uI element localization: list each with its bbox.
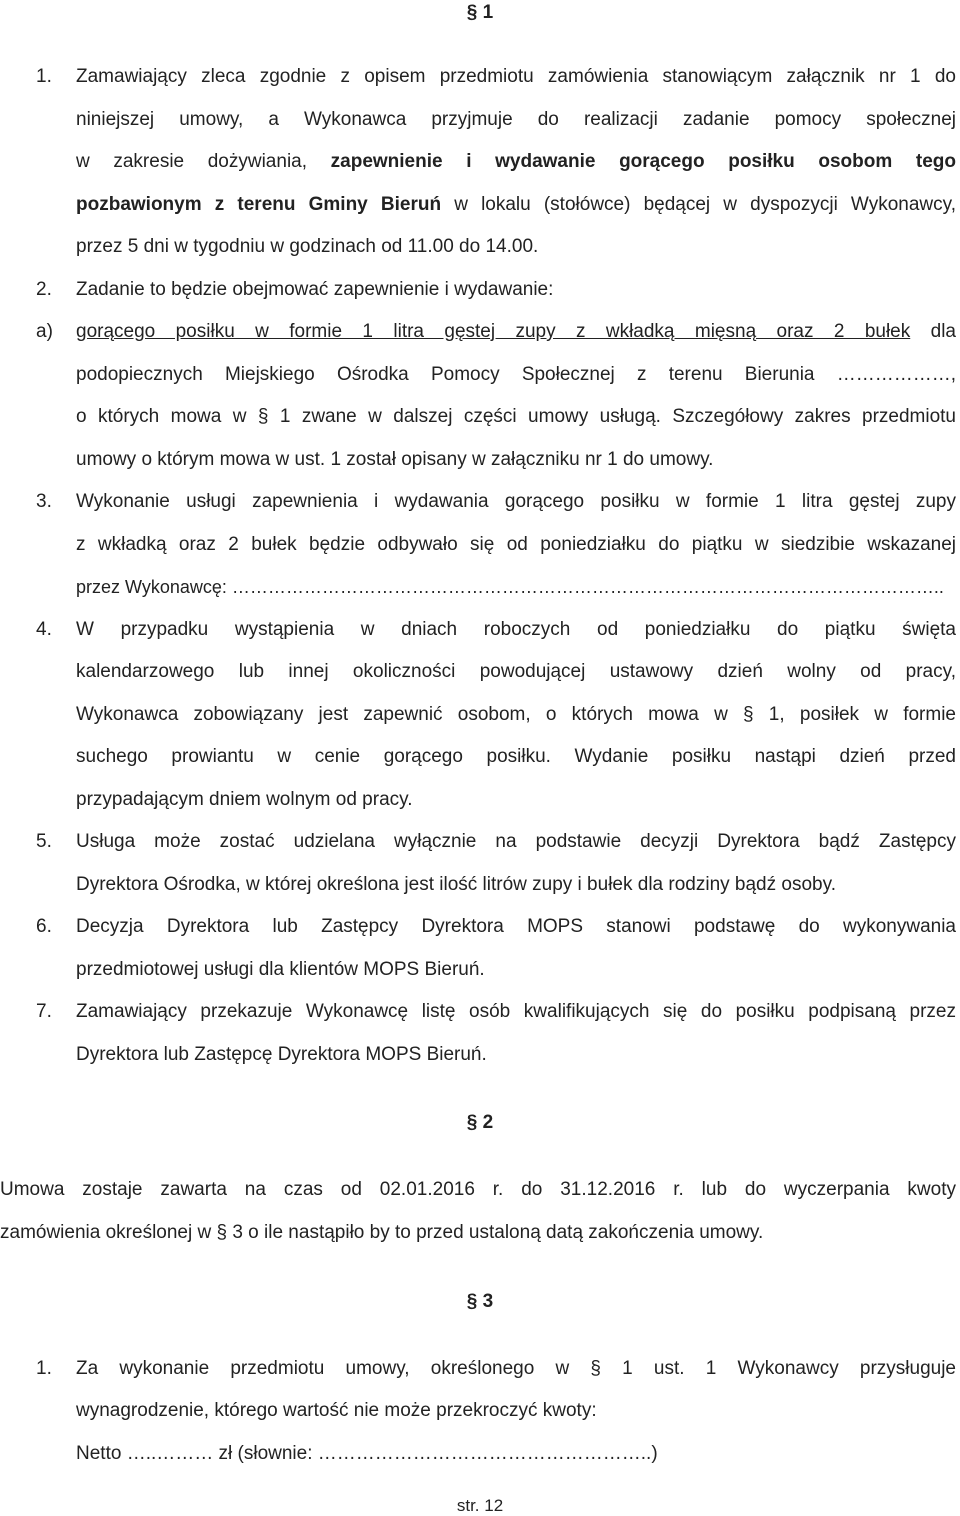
paragraph-line	[76, 319, 956, 345]
item-number: 1.	[36, 1358, 52, 1379]
paragraph-line: z wkładką oraz 2 bułek będzie odbywało się od poniedziałku do piątku w siedzibie wskazanej	[76, 534, 956, 555]
paragraph-line: podopiecznych Miejskiego Ośrodka Pomocy Społecznej z terenu Bierunia ………………,	[76, 364, 956, 385]
paragraph-line: Zamawiający przekazuje Wykonawcę listę osób kwalifikujących się do posiłku podpisaną przez	[76, 1001, 956, 1022]
paragraph-line: przez Wykonawcę: ………………………………………………………………………………………………………..	[76, 577, 944, 597]
paragraph-line: W przypadku wystąpienia w dniach roboczych od poniedziałku do piątku święta	[76, 619, 956, 640]
section-heading-3: § 3	[466, 1291, 494, 1312]
paragraph-line: zamówienia określonej w § 3 o ile nastąpiło by to przed ustaloną datą zakończenia umowy.	[0, 1222, 764, 1243]
paragraph-line: Usługa może zostać udzielana wyłącznie na podstawie decyzji Dyrektora bądź Zastępcy	[76, 831, 956, 852]
paragraph-line: wynagrodzenie, którego wartość nie może przekroczyć kwoty:	[76, 1400, 597, 1421]
paragraph-line: umowy o którym mowa w ust. 1 został opisany w załączniku nr 1 do umowy.	[76, 449, 714, 470]
item-number: 4.	[36, 619, 52, 640]
paragraph-line: Zamawiający zleca zgodnie z opisem przedmiotu zamówienia stanowiącym załącznik nr 1 do	[76, 66, 956, 87]
paragraph-line	[76, 192, 956, 218]
paragraph-line: Zadanie to będzie obejmować zapewnienie i wydawanie:	[76, 279, 554, 300]
item-letter: a)	[36, 321, 53, 342]
underlined-text-run: gorącego posiłku w formie 1 litra gęstej zupy z wkładką mięsną oraz 2 bułek	[76, 321, 911, 342]
item-number: 6.	[36, 916, 52, 937]
item-number: 5.	[36, 831, 52, 852]
paragraph-line: przedmiotowej usługi dla klientów MOPS Bieruń.	[76, 959, 485, 980]
section-heading-2: § 2	[466, 1112, 494, 1133]
paragraph-line: Netto …..……… zł (słownie: ……………………………………………..)	[76, 1443, 658, 1464]
text-run: w zakresie dożywiania,	[76, 151, 331, 172]
page-number: str. 12	[456, 1496, 504, 1515]
paragraph-line: Decyzja Dyrektora lub Zastępcy Dyrektora MOPS stanowi podstawę do wykonywania	[76, 916, 956, 937]
item-number: 2.	[36, 279, 52, 300]
paragraph-line: przypadającym dniem wolnym od pracy.	[76, 789, 413, 810]
paragraph-line: Dyrektora Ośrodka, w której określona jest ilość litrów zupy i bułek dla rodziny bądź osoby.	[76, 874, 836, 895]
item-number: 7.	[36, 1001, 52, 1022]
bold-text-run: pozbawionym z terenu Gminy Bieruń	[76, 194, 442, 215]
paragraph-line: Dyrektora lub Zastępcę Dyrektora MOPS Bieruń.	[76, 1044, 487, 1065]
section-heading-1: § 1	[466, 2, 494, 23]
text-run: dla	[910, 321, 956, 342]
paragraph-line: niniejszej umowy, a Wykonawca przyjmuje do realizacji zadanie pomocy społecznej	[76, 109, 956, 130]
bold-text-run: zapewnienie i wydawanie gorącego posiłku osobom tego	[330, 151, 956, 172]
paragraph-line: Wykonanie usługi zapewnienia i wydawania gorącego posiłku w formie 1 litra gęstej zupy	[76, 491, 956, 512]
paragraph-line: przez 5 dni w tygodniu w godzinach od 11.00 do 14.00.	[76, 236, 539, 257]
paragraph-line	[76, 149, 956, 175]
text-run: w lokalu (stołówce) będącej w dyspozycji Wykonawcy,	[441, 194, 956, 215]
paragraph-line: suchego prowiantu w cenie gorącego posiłku. Wydanie posiłku nastąpi dzień przed	[76, 746, 956, 767]
paragraph-line: Wykonawca zobowiązany jest zapewnić osobom, o których mowa w § 1, posiłek w formie	[76, 704, 956, 725]
paragraph-line: Umowa zostaje zawarta na czas od 02.01.2016 r. do 31.12.2016 r. lub do wyczerpania kwoty	[0, 1179, 956, 1200]
paragraph-line: kalendarzowego lub innej okoliczności powodującej ustawowy dzień wolny od pracy,	[76, 661, 956, 682]
paragraph-line: o których mowa w § 1 zwane w dalszej części umowy usługą. Szczegółowy zakres przedmiotu	[76, 406, 956, 427]
paragraph-line: Za wykonanie przedmiotu umowy, określonego w § 1 ust. 1 Wykonawcy przysługuje	[76, 1358, 956, 1379]
item-number: 3.	[36, 491, 52, 512]
item-number: 1.	[36, 66, 52, 87]
